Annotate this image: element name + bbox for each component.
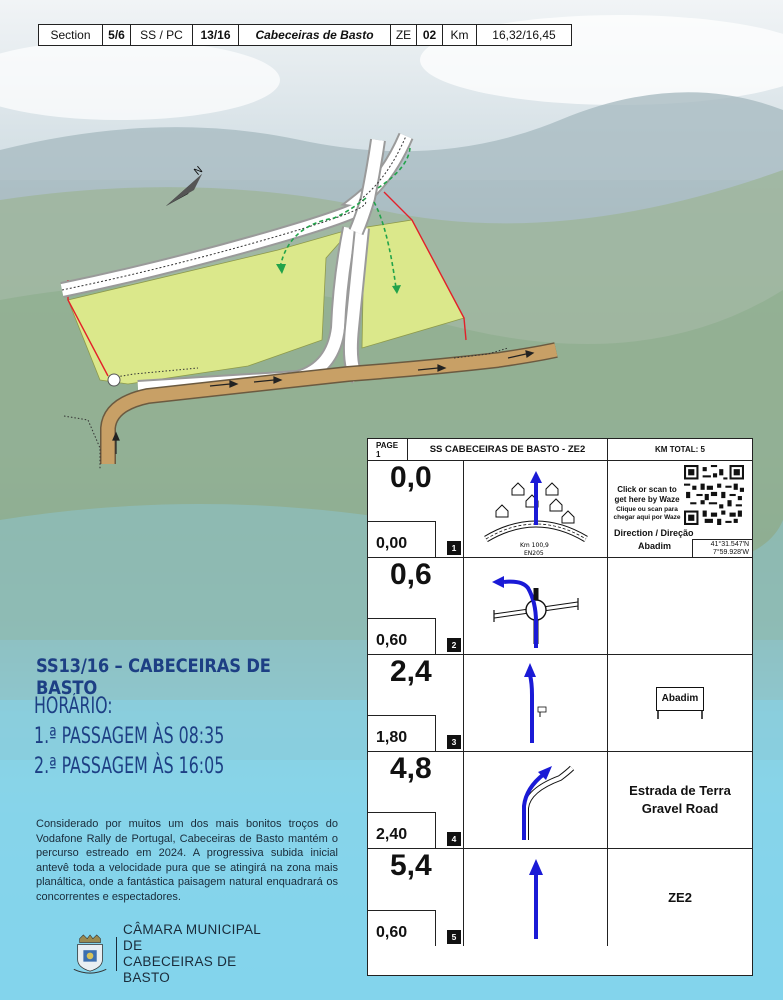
stage-info-bar bbox=[38, 24, 572, 46]
start-point-icon bbox=[108, 374, 120, 386]
tulip-keep-right-diagram bbox=[464, 752, 608, 849]
logo-divider bbox=[116, 937, 117, 971]
sspc-label: SS / PC bbox=[131, 25, 193, 45]
partial-distance: 0,60 bbox=[376, 632, 408, 649]
gps-longitude: 7°59.928'W bbox=[712, 549, 749, 556]
sspc-value: 13/16 bbox=[193, 25, 239, 45]
sign-posts-icon bbox=[650, 711, 710, 719]
waze-text-en: Click or scan to get here by Waze bbox=[614, 485, 680, 504]
section-value: 5/6 bbox=[103, 25, 131, 45]
partial-distance: 0,00 bbox=[376, 535, 408, 552]
total-distance: 2,4 bbox=[390, 655, 432, 688]
roadbook-row bbox=[368, 558, 752, 655]
instruction-number: 3 bbox=[447, 735, 461, 749]
surface-change-pt: Estrada de Terra bbox=[629, 783, 731, 798]
ze-value: 02 bbox=[417, 25, 443, 45]
roadbook-row bbox=[368, 849, 752, 946]
waze-qr-code[interactable] bbox=[684, 465, 744, 525]
section-label: Section bbox=[39, 25, 103, 45]
gps-latitude: 41°31.547'N bbox=[710, 541, 749, 548]
ze-label: ZE bbox=[391, 25, 417, 45]
total-distance: 0,0 bbox=[390, 461, 432, 494]
stage-title: SS13/16 – CABECEIRAS DE BASTO bbox=[36, 655, 271, 699]
roadbook-row bbox=[368, 655, 752, 752]
instruction-number: 2 bbox=[447, 638, 461, 652]
direction-value: Abadim bbox=[638, 541, 672, 551]
km-label: Km bbox=[443, 25, 477, 45]
instruction-note bbox=[608, 655, 752, 751]
roadbook-page bbox=[368, 439, 408, 460]
roadbook-header bbox=[368, 439, 752, 461]
instruction-number: 5 bbox=[447, 930, 461, 944]
tulip-finish-diagram bbox=[464, 849, 608, 946]
partial-distance: 2,40 bbox=[376, 826, 408, 843]
zone-end-label: ZE2 bbox=[668, 889, 692, 905]
schedule-label: HORÁRIO: bbox=[34, 694, 113, 719]
stage-map bbox=[48, 128, 568, 473]
municipality-logo bbox=[70, 922, 280, 985]
tulip-start-diagram bbox=[464, 461, 608, 558]
surface-change-en: Gravel Road bbox=[641, 801, 719, 816]
partial-distance: 1,80 bbox=[376, 729, 408, 746]
roadbook-row bbox=[368, 752, 752, 849]
page-value: 1 bbox=[376, 450, 381, 459]
instruction-number: 1 bbox=[447, 541, 461, 555]
tulip-straight-diagram bbox=[464, 655, 608, 752]
waze-instructions bbox=[612, 485, 682, 522]
stage-name: Cabeceiras de Basto bbox=[239, 25, 391, 45]
stage-description: Considerado por muitos um dos mais bonitos troços do Vodafone Rally de Portugal, Cabeceiras de Basto mantém o percurso estreado em 2024. A progressiva subida inicial antevê toda a velocidade pura que se atingirá na zona mais planáltica, onde a fantástica paisagem natural enquadrará os concorrentes e espectadores. bbox=[36, 818, 338, 903]
tulip-road-label: EN205 bbox=[524, 550, 544, 557]
roadbook-km-total: KM TOTAL: 5 bbox=[655, 445, 705, 454]
instruction-number: 4 bbox=[447, 832, 461, 846]
tulip-km-label: Km 100,9 bbox=[520, 542, 549, 549]
coat-of-arms-icon bbox=[70, 932, 110, 976]
instruction-note bbox=[608, 849, 752, 946]
total-distance: 0,6 bbox=[390, 558, 432, 591]
km-value: 16,32/16,45 bbox=[492, 28, 556, 42]
gps-coordinates bbox=[692, 539, 752, 558]
schedule bbox=[34, 692, 290, 782]
direction-label: Direction / Direção bbox=[614, 528, 694, 538]
svg-text:N: N bbox=[192, 164, 206, 178]
waze-text-pt: Clique ou scan para chegar aqui por Waze bbox=[613, 506, 681, 521]
total-distance: 4,8 bbox=[390, 752, 432, 785]
municipality-name-line2: CABECEIRAS DE BASTO bbox=[123, 954, 237, 985]
roadbook-stage-title: SS CABECEIRAS DE BASTO - ZE2 bbox=[408, 439, 608, 460]
tulip-roundabout-diagram bbox=[464, 558, 608, 655]
total-distance: 5,4 bbox=[390, 849, 432, 882]
roadbook bbox=[367, 438, 753, 976]
direction-sign: Abadim bbox=[656, 687, 705, 711]
north-arrow-icon bbox=[166, 165, 205, 206]
instruction-note bbox=[608, 752, 752, 848]
roadbook-row bbox=[368, 461, 752, 558]
page-label: PAGE bbox=[376, 441, 399, 450]
municipality-name bbox=[123, 922, 280, 986]
partial-distance: 0,60 bbox=[376, 924, 408, 941]
first-passage: 1.ª PASSAGEM ÀS 08:35 bbox=[34, 724, 225, 749]
second-passage: 2.ª PASSAGEM ÀS 16:05 bbox=[34, 754, 225, 779]
municipality-name-line1: CÂMARA MUNICIPAL DE bbox=[123, 922, 261, 953]
